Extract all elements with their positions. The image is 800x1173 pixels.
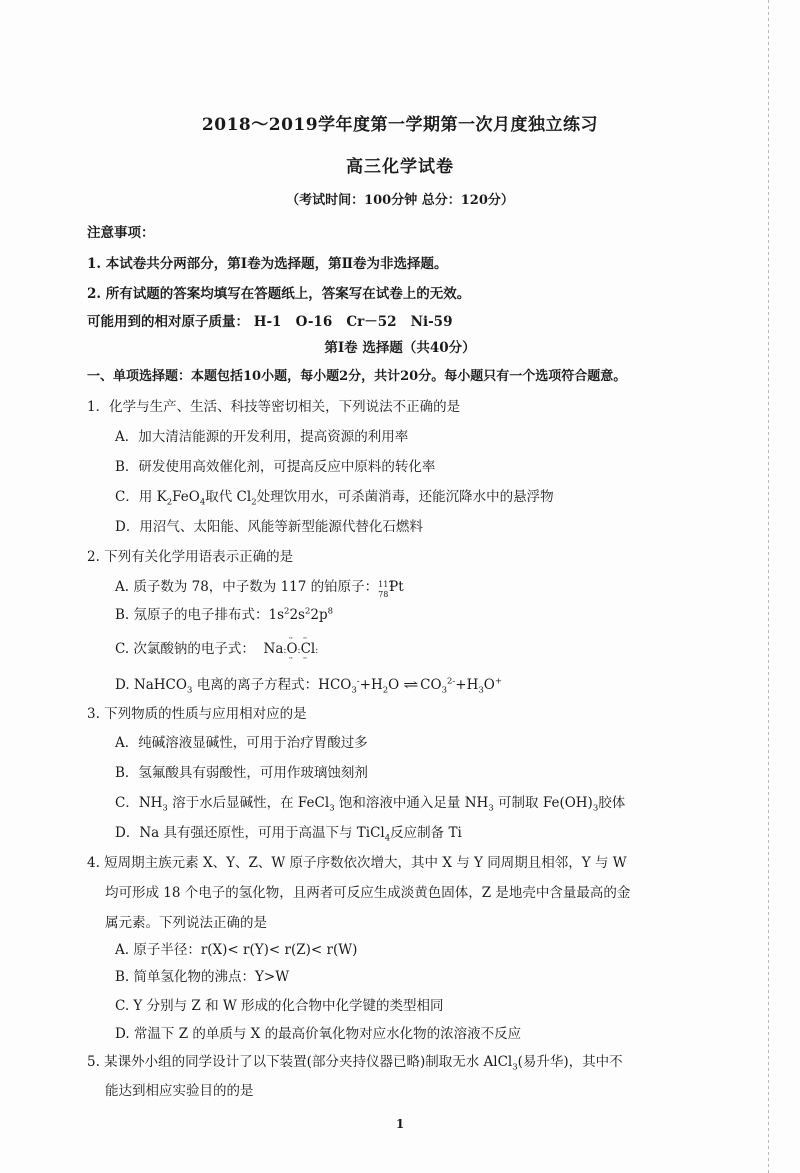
question-2-option-d: D. NaHCO$_3$ 电离的离子方程式：$HCO_3^-+H_2O$ ⇌ $CO_3^{2-}+H_3O^+$ [115,676,502,696]
equilibrium-arrow-icon: ⇌ [403,678,416,693]
question-5-stem-line-2: 能达到相应实验目的的是 [105,1083,254,1099]
atomic-mass-o: O-16 [295,314,333,330]
nuclide-notation: 117 78 [378,580,394,599]
question-4-option-b: B. 简单氢化物的沸点：Y>W [115,969,290,985]
question-2-option-a: A. 质子数为 78，中子数为 117 的铂原子： 117 78 Pt [115,579,404,599]
question-1-option-a: A．加大清洁能源的开发利用，提高资源的利用率 [115,429,409,445]
question-1-option-c: C．用 $K_2FeO_4$取代 $Cl_2$处理饮用水，可杀菌消毒，还能沉降水中的悬浮物 [115,489,554,508]
question-3-option-a: A．纯碱溶液显碱性，可用于治疗胃酸过多 [115,735,368,751]
section-heading: 第Ⅰ卷 选择题（共40分） [324,340,476,356]
notes-heading: 注意事项： [87,225,155,241]
question-1-option-d: D．用沼气、太阳能、风能等新型能源代替化石燃料 [115,519,423,535]
question-4-option-d: D. 常温下 Z 的单质与 X 的最高价氧化物对应水化物的浓溶液不反应 [115,1026,522,1042]
exam-title: 2018～2019学年度第一学期第一次月度独立练习 [201,115,599,135]
question-3-option-b: B．氢氟酸具有弱酸性，可用作玻璃蚀刻剂 [115,765,368,781]
atomic-mass-ni: Ni-59 [410,314,453,330]
question-1-option-b: B．研发使用高效催化剂，可提高反应中原料的转化率 [115,459,436,475]
atomic-mass-cr: Cr－52 [346,314,397,330]
question-4-option-a: A. 原子半径：r(X)< r(Y)< r(Z)< r(W) [115,942,358,958]
question-3-stem: 3. 下列物质的性质与应用相对应的是 [87,706,307,722]
question-2-option-c: C. 次氯酸钠的电子式： Na:·· O ··:·· Cl ··: [115,640,318,660]
question-4-stem-line-1: 4. 短周期主族元素 X、Y、Z、W 原子序数依次增大，其中 X 与 Y 同周期且相邻，Y 与 W [87,855,627,871]
question-4-option-c: C. Y 分别与 Z 和 W 形成的化合物中化学键的类型相同 [115,998,444,1014]
question-4-stem-line-2: 均可形成 18 个电子的氢化物，且两者可反应生成淡黄色固体，Z 是地壳中含量最高的金 [105,885,631,901]
question-1-stem: 1．化学与生产、生活、科技等密切相关，下列说法不正确的是 [87,399,461,415]
question-2-stem: 2. 下列有关化学用语表示正确的是 [87,549,294,565]
page-number: 1 [395,1117,405,1131]
exam-info: （考试时间：100分钟 总分：120分） [286,193,514,208]
question-5-stem-line-1: 5. 某课外小组的同学设计了以下装置(部分夹持仪器已略)制取无水 AlCl$_3$(易升华)，其中不 [87,1054,623,1073]
atomic-masses-label: 可能用到的相对原子质量： [87,314,249,330]
atomic-masses [87,313,452,331]
note-item-1: 1. 本试卷共分两部分，第Ⅰ卷为选择题，第Ⅱ卷为非选择题。 [87,256,448,272]
exam-subtitle: 高三化学试卷 [346,157,454,177]
note-item-2: 2. 所有试题的答案均填写在答题纸上，答案写在试卷上的无效。 [87,286,471,302]
question-2-option-b: B. 氖原子的电子排布式：$1s^22s^22p^8$ [115,606,334,623]
question-3-option-c: C．$NH_3$ 溶于水后显碱性，在 FeCl$_3$ 饱和溶液中通入足量 $NH_3$ 可制取 $Fe(OH)_3$胶体 [115,795,626,814]
question-4-stem-line-3: 属元素。下列说法正确的是 [105,915,267,931]
atomic-mass-h: H-1 [253,314,282,330]
part-heading: 一、单项选择题：本题包括10小题，每小题2分，共计20分。每小题只有一个选项符合题意。 [87,369,627,384]
question-3-option-d: D．Na 具有强还原性，可用于高温下与 TiCl$_4$反应制备 Ti [115,825,462,844]
